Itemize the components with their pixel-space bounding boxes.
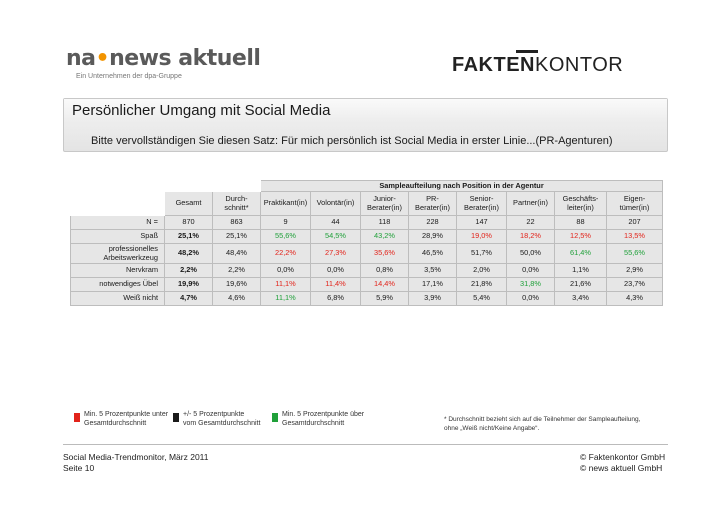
table-cell: 19,0% — [457, 230, 507, 244]
n-value: 22 — [507, 216, 555, 230]
logo-na-dot: • — [95, 46, 110, 71]
n-value: 9 — [261, 216, 311, 230]
table-cell: 48,4% — [213, 244, 261, 264]
table-row — [71, 264, 663, 278]
row-label: notwendiges Übel — [71, 278, 165, 292]
table-cell: 0,0% — [311, 264, 361, 278]
column-header: Geschäfts- leiter(in) — [555, 192, 607, 216]
footer-copyright-1: © Faktenkontor GmbH — [580, 452, 666, 462]
legend-text: Min. 5 Prozentpunkte über Gesamtdurchschnitt — [282, 411, 365, 427]
table-cell: 2,2% — [165, 264, 213, 278]
table-cell: 27,3% — [311, 244, 361, 264]
news-aktuell-logo — [66, 46, 260, 71]
table-cell: 21,6% — [555, 278, 607, 292]
table-cell: 4,6% — [213, 292, 261, 306]
logo-fk-part1: FAKTEN — [452, 54, 535, 76]
table-cell: 11,1% — [261, 292, 311, 306]
table-cell: 2,9% — [607, 264, 663, 278]
table-row — [71, 230, 663, 244]
table-row — [71, 292, 663, 306]
table-cell: 43,2% — [361, 230, 409, 244]
table-cell: 54,5% — [311, 230, 361, 244]
table-cell: 50,0% — [507, 244, 555, 264]
table-row — [71, 244, 663, 264]
table-cell: 12,5% — [555, 230, 607, 244]
table-cell: 2,2% — [213, 264, 261, 278]
table-corner — [71, 192, 165, 216]
footnote: * Durchschnitt bezieht sich auf die Teilnehmer der Sampleaufteilung, ohne „Weiß nicht/Keine Angabe“. — [444, 416, 641, 432]
n-label: N = — [71, 216, 165, 230]
column-header: Gesamt — [165, 192, 213, 216]
legend-swatch-red — [74, 413, 80, 422]
n-value: 118 — [361, 216, 409, 230]
table-corner — [71, 181, 165, 192]
legend-above — [282, 411, 364, 429]
sample-header: Sampleaufteilung nach Position in der Agentur — [261, 181, 663, 192]
column-header: Senior- Berater(in) — [457, 192, 507, 216]
table-cell: 19,6% — [213, 278, 261, 292]
results-table — [70, 180, 663, 306]
logo-na-prefix: na — [66, 46, 96, 71]
table-cell: 61,4% — [555, 244, 607, 264]
footer-page: Seite 10 — [63, 463, 95, 474]
row-label: professionelles Arbeitswerkzeug — [71, 244, 165, 264]
table-cell: 1,1% — [555, 264, 607, 278]
question-text: Bitte vervollständigen Sie diesen Satz: Für mich persönlich ist Social Media in erster Linie...(PR-Agenturen) — [91, 135, 613, 147]
footer-source: Social Media-Trendmonitor, März 2011 — [63, 452, 209, 462]
table-cell: 23,7% — [607, 278, 663, 292]
footer-divider — [63, 444, 668, 445]
table-cell: 11,4% — [311, 278, 361, 292]
footer-left — [63, 452, 209, 474]
row-label: Spaß — [71, 230, 165, 244]
row-label: Weiß nicht — [71, 292, 165, 306]
logo-na-tagline: Ein Unternehmen der dpa-Gruppe — [76, 73, 182, 80]
table-cell: 48,2% — [165, 244, 213, 264]
table-row — [71, 278, 663, 292]
table-cell: 0,0% — [507, 264, 555, 278]
table-cell: 18,2% — [507, 230, 555, 244]
column-header: Praktikant(in) — [261, 192, 311, 216]
table-cell: 46,5% — [409, 244, 457, 264]
table-cell: 51,7% — [457, 244, 507, 264]
table-cell: 25,1% — [213, 230, 261, 244]
table-cell: 3,4% — [555, 292, 607, 306]
n-value: 870 — [165, 216, 213, 230]
n-value: 147 — [457, 216, 507, 230]
table-cell: 3,9% — [409, 292, 457, 306]
n-value: 228 — [409, 216, 457, 230]
column-header: Junior- Berater(in) — [361, 192, 409, 216]
legend-below — [84, 411, 168, 429]
footer-right — [580, 452, 665, 474]
table-cell: 4,3% — [607, 292, 663, 306]
column-header: Partner(in) — [507, 192, 555, 216]
column-header: Volontär(in) — [311, 192, 361, 216]
faktenkontor-logo — [452, 54, 623, 77]
column-header-row — [71, 192, 663, 216]
table-cell: 19,9% — [165, 278, 213, 292]
table-cell: 5,4% — [457, 292, 507, 306]
n-value: 88 — [555, 216, 607, 230]
table-corner — [165, 181, 213, 192]
table-corner — [213, 181, 261, 192]
footer-copyright-2: © news aktuell GmbH — [580, 463, 663, 474]
legend-swatch-black — [173, 413, 179, 422]
table-cell: 21,8% — [457, 278, 507, 292]
table-cell: 2,0% — [457, 264, 507, 278]
table-cell: 25,1% — [165, 230, 213, 244]
table-cell: 11,1% — [261, 278, 311, 292]
results-table-wrap — [70, 180, 662, 318]
table-cell: 55,6% — [261, 230, 311, 244]
table-cell: 13,5% — [607, 230, 663, 244]
table-cell: 55,6% — [607, 244, 663, 264]
table-cell: 4,7% — [165, 292, 213, 306]
row-label: Nervkram — [71, 264, 165, 278]
table-cell: 28,9% — [409, 230, 457, 244]
table-cell: 5,9% — [361, 292, 409, 306]
column-header: Durch- schnitt* — [213, 192, 261, 216]
table-cell: 14,4% — [361, 278, 409, 292]
table-cell: 0,0% — [261, 264, 311, 278]
legend-text: Min. 5 Prozentpunkte unter Gesamtdurchschnitt — [84, 411, 169, 427]
column-header: Eigen- tümer(in) — [607, 192, 663, 216]
page-title: Persönlicher Umgang mit Social Media — [72, 102, 331, 119]
table-cell: 31,8% — [507, 278, 555, 292]
table-cell: 17,1% — [409, 278, 457, 292]
table-cell: 35,6% — [361, 244, 409, 264]
sample-header-row — [71, 181, 663, 192]
legend-swatch-green — [272, 413, 278, 422]
table-cell: 0,8% — [361, 264, 409, 278]
n-value: 44 — [311, 216, 361, 230]
n-row — [71, 216, 663, 230]
table-cell: 22,2% — [261, 244, 311, 264]
n-value: 207 — [607, 216, 663, 230]
logo-fk-part2: KONTOR — [535, 54, 624, 76]
table-cell: 6,8% — [311, 292, 361, 306]
table-cell: 0,0% — [507, 292, 555, 306]
column-header: PR- Berater(in) — [409, 192, 457, 216]
table-cell: 3,5% — [409, 264, 457, 278]
legend-text: +/- 5 Prozentpunkte vom Gesamtdurchschnitt — [183, 411, 261, 427]
n-value: 863 — [213, 216, 261, 230]
logo-fk-bar — [516, 50, 538, 53]
legend-within — [183, 411, 260, 429]
logo-na-rest: news aktuell — [109, 46, 261, 71]
